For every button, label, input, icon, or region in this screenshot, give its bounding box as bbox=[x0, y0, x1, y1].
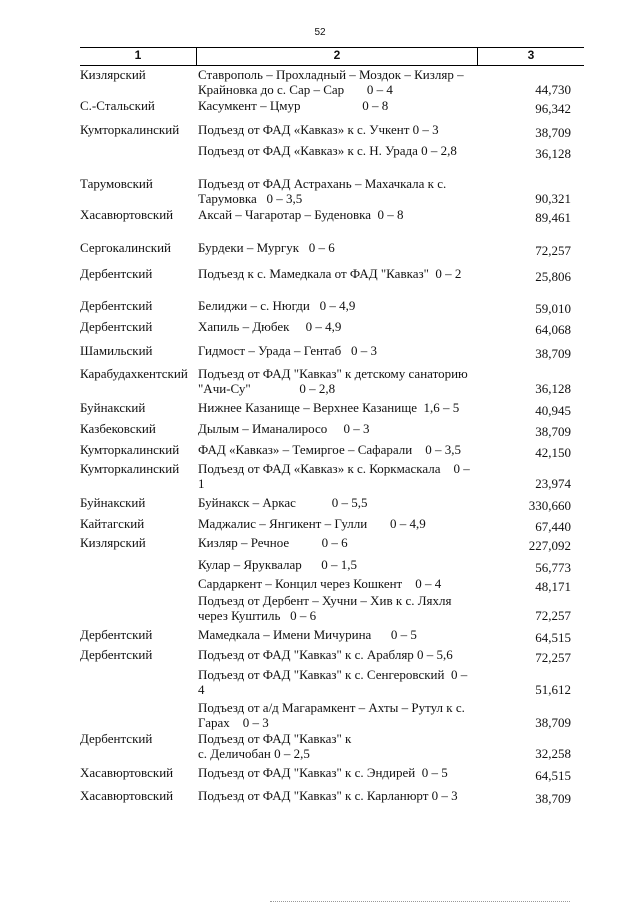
road-cell: Подъезд от ФАД "Кавказ" к с. Сенгеровский 0 – 4 bbox=[198, 667, 468, 697]
length-cell: 44,730 bbox=[535, 82, 571, 97]
district-cell: Карабудахкентский bbox=[80, 366, 188, 381]
road-cell: Подъезд от ФАД "Кавказ" к с. Карланюрт 0 – 3 bbox=[198, 788, 458, 803]
header-col-2: 2 bbox=[197, 48, 478, 65]
district-cell: Буйнакский bbox=[80, 495, 146, 510]
length-cell: 56,773 bbox=[535, 560, 571, 575]
road-cell: Аксай – Чагаротар – Буденовка 0 – 8 bbox=[198, 207, 404, 222]
length-cell: 72,257 bbox=[535, 243, 571, 258]
road-cell: Подъезд от ФАД Астрахань – Махачкала к с. Тарумовка 0 – 3,5 bbox=[198, 176, 447, 206]
district-cell: С.-Стальский bbox=[80, 98, 155, 113]
road-cell: Сардаркент – Концил через Кошкент 0 – 4 bbox=[198, 576, 442, 591]
length-cell: 36,128 bbox=[535, 146, 571, 161]
length-cell: 64,068 bbox=[535, 322, 571, 337]
length-cell: 51,612 bbox=[535, 682, 571, 697]
length-cell: 38,709 bbox=[535, 346, 571, 361]
length-cell: 25,806 bbox=[535, 269, 571, 284]
district-cell: Буйнакский bbox=[80, 400, 146, 415]
road-cell: Касумкент – Цмур 0 – 8 bbox=[198, 98, 389, 113]
page-number: 52 bbox=[314, 27, 326, 38]
length-cell: 40,945 bbox=[535, 403, 571, 418]
length-cell: 64,515 bbox=[535, 630, 571, 645]
length-cell: 38,709 bbox=[535, 715, 571, 730]
length-cell: 38,709 bbox=[535, 424, 571, 439]
road-cell: Подъезд к с. Мамедкала от ФАД "Кавказ" 0 – 2 bbox=[198, 266, 462, 281]
length-cell: 67,440 bbox=[535, 519, 571, 534]
district-cell: Хасавюртовский bbox=[80, 788, 174, 803]
district-cell: Кайтагский bbox=[80, 516, 145, 531]
road-cell: Подъезд от ФАД "Кавказ" к детскому санаторию "Ачи-Су" 0 – 2,8 bbox=[198, 366, 468, 396]
road-cell: Кизляр – Речное 0 – 6 bbox=[198, 535, 348, 550]
district-cell: Дербентский bbox=[80, 266, 153, 281]
road-cell: Мамедкала – Имени Мичурина 0 – 5 bbox=[198, 627, 417, 642]
road-cell: Подъезд от ФАД "Кавказ" к с. Эндирей 0 – 5 bbox=[198, 765, 448, 780]
road-cell: Маджалис – Янгикент – Гулли 0 – 4,9 bbox=[198, 516, 426, 531]
district-cell: Дербентский bbox=[80, 298, 153, 313]
length-cell: 59,010 bbox=[535, 301, 571, 316]
road-cell: Подъезд от ФАД «Кавказ» к с. Н. Урада 0 – 2,8 bbox=[198, 143, 457, 158]
district-cell: Тарумовский bbox=[80, 176, 153, 191]
district-cell: Дербентский bbox=[80, 731, 153, 746]
road-cell: Подъезд от ФАД "Кавказ" к с. Деличобан 0 – 2,5 bbox=[198, 731, 352, 761]
road-cell: Подъезд от Дербент – Хучни – Хив к с. Ляхля через Куштиль 0 – 6 bbox=[198, 593, 452, 623]
road-cell: Ставрополь – Прохладный – Моздок – Кизляр – Крайновка до с. Сар – Сар 0 – 4 bbox=[198, 67, 464, 97]
district-cell: Хасавюртовский bbox=[80, 207, 174, 222]
length-cell: 227,092 bbox=[528, 538, 571, 553]
length-cell: 42,150 bbox=[535, 445, 571, 460]
length-cell: 89,461 bbox=[535, 210, 571, 225]
length-cell: 96,342 bbox=[535, 101, 571, 116]
road-cell: Дылым – Иманалиросо 0 – 3 bbox=[198, 421, 370, 436]
road-cell: Подъезд от а/д Магарамкент – Ахты – Рутул к с. Гарах 0 – 3 bbox=[198, 700, 465, 730]
length-cell: 38,709 bbox=[535, 791, 571, 806]
length-cell: 32,258 bbox=[535, 746, 571, 761]
district-cell: Кизлярский bbox=[80, 67, 146, 82]
length-cell: 23,974 bbox=[535, 476, 571, 491]
road-cell: Кулар – Яруквалар 0 – 1,5 bbox=[198, 557, 358, 572]
length-cell: 72,257 bbox=[535, 608, 571, 623]
road-cell: Гидмост – Урада – Гентаб 0 – 3 bbox=[198, 343, 378, 358]
table-header bbox=[80, 47, 584, 66]
road-cell: Подъезд от ФАД «Кавказ» к с. Учкент 0 – 3 bbox=[198, 122, 439, 137]
district-cell: Кизлярский bbox=[80, 535, 146, 550]
road-cell: ФАД «Кавказ» – Темиргое – Сафарали 0 – 3,5 bbox=[198, 442, 461, 457]
page-bottom-mark bbox=[270, 901, 570, 903]
header-col-1: 1 bbox=[80, 48, 197, 65]
header-col-3: 3 bbox=[527, 48, 535, 62]
road-cell: Подъезд от ФАД "Кавказ" к с. Арабляр 0 – 5,6 bbox=[198, 647, 453, 662]
district-cell: Шамильский bbox=[80, 343, 153, 358]
length-cell: 36,128 bbox=[535, 381, 571, 396]
district-cell: Кумторкалинский bbox=[80, 122, 180, 137]
road-cell: Нижнее Казанище – Верхнее Казанище 1,6 – 5 bbox=[198, 400, 460, 415]
district-cell: Дербентский bbox=[80, 627, 153, 642]
roads-table bbox=[80, 47, 584, 806]
length-cell: 38,709 bbox=[535, 125, 571, 140]
district-cell: Дербентский bbox=[80, 647, 153, 662]
road-cell: Буйнакск – Аркас 0 – 5,5 bbox=[198, 495, 368, 510]
district-cell: Казбековский bbox=[80, 421, 156, 436]
length-cell: 330,660 bbox=[528, 498, 571, 513]
district-cell: Хасавюртовский bbox=[80, 765, 174, 780]
length-cell: 90,321 bbox=[535, 191, 571, 206]
road-cell: Подъезд от ФАД «Кавказ» к с. Коркмаскала 0 – 1 bbox=[198, 461, 470, 491]
district-cell: Сергокалинский bbox=[80, 240, 172, 255]
district-cell: Кумторкалинский bbox=[80, 461, 180, 476]
length-cell: 72,257 bbox=[535, 650, 571, 665]
road-cell: Бурдеки – Мургук 0 – 6 bbox=[198, 240, 335, 255]
length-cell: 48,171 bbox=[535, 579, 571, 594]
length-cell: 64,515 bbox=[535, 768, 571, 783]
road-cell: Белиджи – с. Нюгди 0 – 4,9 bbox=[198, 298, 356, 313]
road-cell: Хапиль – Дюбек 0 – 4,9 bbox=[198, 319, 342, 334]
district-cell: Кумторкалинский bbox=[80, 442, 180, 457]
district-cell: Дербентский bbox=[80, 319, 153, 334]
